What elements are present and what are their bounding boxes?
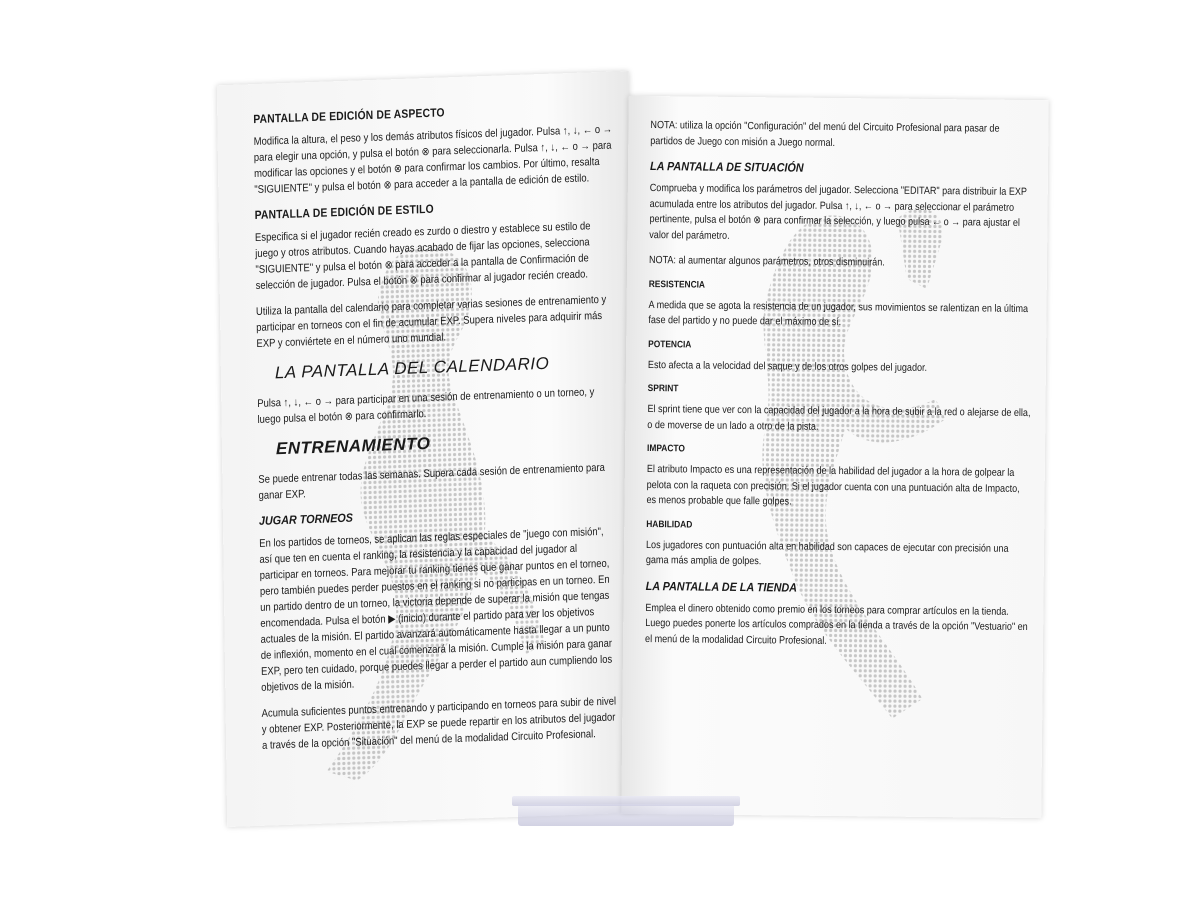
left-page-content xyxy=(253,100,622,764)
tournaments-text-1: En los partidos de torneos, se aplican las reglas especiales de "juego con misión", así que ten en cuenta el ranking, la resistencia y la capacidad del jugador al participar en torneos. Para mejorar tu ranking tienes que ganar puntos en el torneo, pero también puedes perder puestos en el ranking si no participas en un torneo. En un partido dentro de un torneo, la victoria depende de superar la misión que tengas encomendada. Pulsa el botón ▶ (inicio) durante el partido para ver los objetivos actuales de la misión. El partido avanzará automáticamente hasta llegar a un punto de inflexión, momento en el cual comenzará la misión. Cumple la misión para ganar EXP, pero ten cuidado, porque puedes llegar a perder el partido aun cumpliendo los objetivos de la misión. xyxy=(259,525,613,694)
situation-text: Comprueba y modifica los parámetros del jugador. Selecciona "EDITAR" para distribuir la EXP acumulada entre los atributos del jugador. Pulsa ↑, ↓, ← o → para seleccionar el parámetro pertinente, pulsa el botón ⊗ para confirmar la selección, y luego pulsa ← o → para ajustar el valor del parámetro. xyxy=(649,182,1027,242)
left-page xyxy=(217,71,639,827)
attribute-label: POTENCIA xyxy=(648,338,692,350)
calendar-heading: LA PANTALLA DEL CALENDARIO xyxy=(274,353,550,383)
training-text: Se puede entrenar todas las semanas. Supera cada sesión de entrenamiento para ganar EXP. xyxy=(258,461,605,502)
aspect-edit-text: Modifica la altura, el peso y los demás atributos físicos del jugador. Pulsa ↑, ↓, ← o → para elegir una opción, y pulsa el botón ⊗ para seleccionarla. Pulsa ↑, ↓, ← o → para modificar las opciones y el botón ⊗ para confirmar los cambios. Por último, resalta "SIGUIENTE" y pulsa el botón ⊗ para acceder a la pantalla de edición de estilo. xyxy=(253,123,613,197)
situation-heading: LA PANTALLA DE SITUACIÓN xyxy=(649,159,804,175)
right-page xyxy=(621,96,1048,818)
attribute-text: El atributo Impacto es una representación de la habilidad del jugador a la hora de golpear la pelota con la raqueta con precisión. Si el jugador cuenta con una puntuación alta de Impacto, es menos probable que falle golpes. xyxy=(646,463,1020,508)
style-edit-text: Especifica si el jugador recién creado es zurdo o diestro y establece su estilo de juego y otros atributos. Cuando hayas acabado de fijar las opciones, selecciona "SIGUIENTE" y pulsa el botón ⊗ para acceder a la pantalla de Confirmación de selección de jugador. Pulsa el botón ⊗ para confirmar al jugador recién creado. xyxy=(254,220,591,292)
shop-text: Emplea el dinero obtenido como premio en los torneos para comprar artículos en la tienda. Luego puedes ponerte los artículos comprados en la tienda a través de la opción "Vestuario" en el menú de la modalidad Circuito Profesional. xyxy=(645,601,1028,647)
attribute-label: IMPACTO xyxy=(647,443,685,455)
training-heading: ENTRENAMIENTO xyxy=(275,433,431,459)
attribute-label: RESISTENCIA xyxy=(648,278,706,291)
attribute-text: A medida que se agota la resistencia de un jugador, sus movimientos se ralentizan en la última fase del partido y no puede dar el máximo de sí. xyxy=(648,298,1029,329)
attribute-text: Los jugadores con puntuación alta en habilidad son capaces de ejecutar con precisión una gama más amplia de golpes. xyxy=(645,538,1009,568)
attribute-text: El sprint tiene que ver con la capacidad del jugador a la hora de subir a la red o alejarse de ella, o de moverse de un lado a otro de la pista. xyxy=(647,403,1031,433)
config-note: NOTA: utiliza la opción "Configuración" del menú del Circuito Profesional para pasar de partidos de Juego con misión a Juego normal. xyxy=(650,119,1000,149)
calendar-intro-text: Utiliza la pantalla del calendario para completar varias sesiones de entrenamiento y participar en torneos con el fin de acumular EXP. Supera niveles para adquirir más EXP y conviértete en el número uno mundial. xyxy=(255,293,607,350)
calendar-text: Pulsa ↑, ↓, ← o → para participar en una sesión de entrenamiento o un torneo, y luego pulsa el botón ⊗ para confirmarlo. xyxy=(257,386,595,426)
stand-base xyxy=(518,804,734,826)
acrylic-stand xyxy=(512,790,742,836)
tournaments-heading: JUGAR TORNEOS xyxy=(258,510,354,528)
attribute-label: SPRINT xyxy=(647,383,679,395)
attribute-label: HABILIDAD xyxy=(646,518,693,531)
attribute-text: Esto afecta a la velocidad del saque y de los otros golpes del jugador. xyxy=(647,358,928,374)
style-edit-heading: PANTALLA DE EDICIÓN DE ESTILO xyxy=(254,201,434,223)
tournaments-text-2: Acumula suficientes puntos entrenando y participando en torneos para subir de nivel y obtener EXP. Posteriormente, la EXP se puede repartir en los atributos del jugador a través de la opción "Situación" del menú de la modalidad Circuito Profesional. xyxy=(261,695,617,752)
situation-note: NOTA: al aumentar algunos parámetros, otros disminuirán. xyxy=(648,254,885,269)
aspect-edit-heading: PANTALLA DE EDICIÓN DE ASPECTO xyxy=(253,105,445,127)
shop-heading: LA PANTALLA DE LA TIENDA xyxy=(645,578,798,595)
right-page-content xyxy=(645,118,1035,661)
